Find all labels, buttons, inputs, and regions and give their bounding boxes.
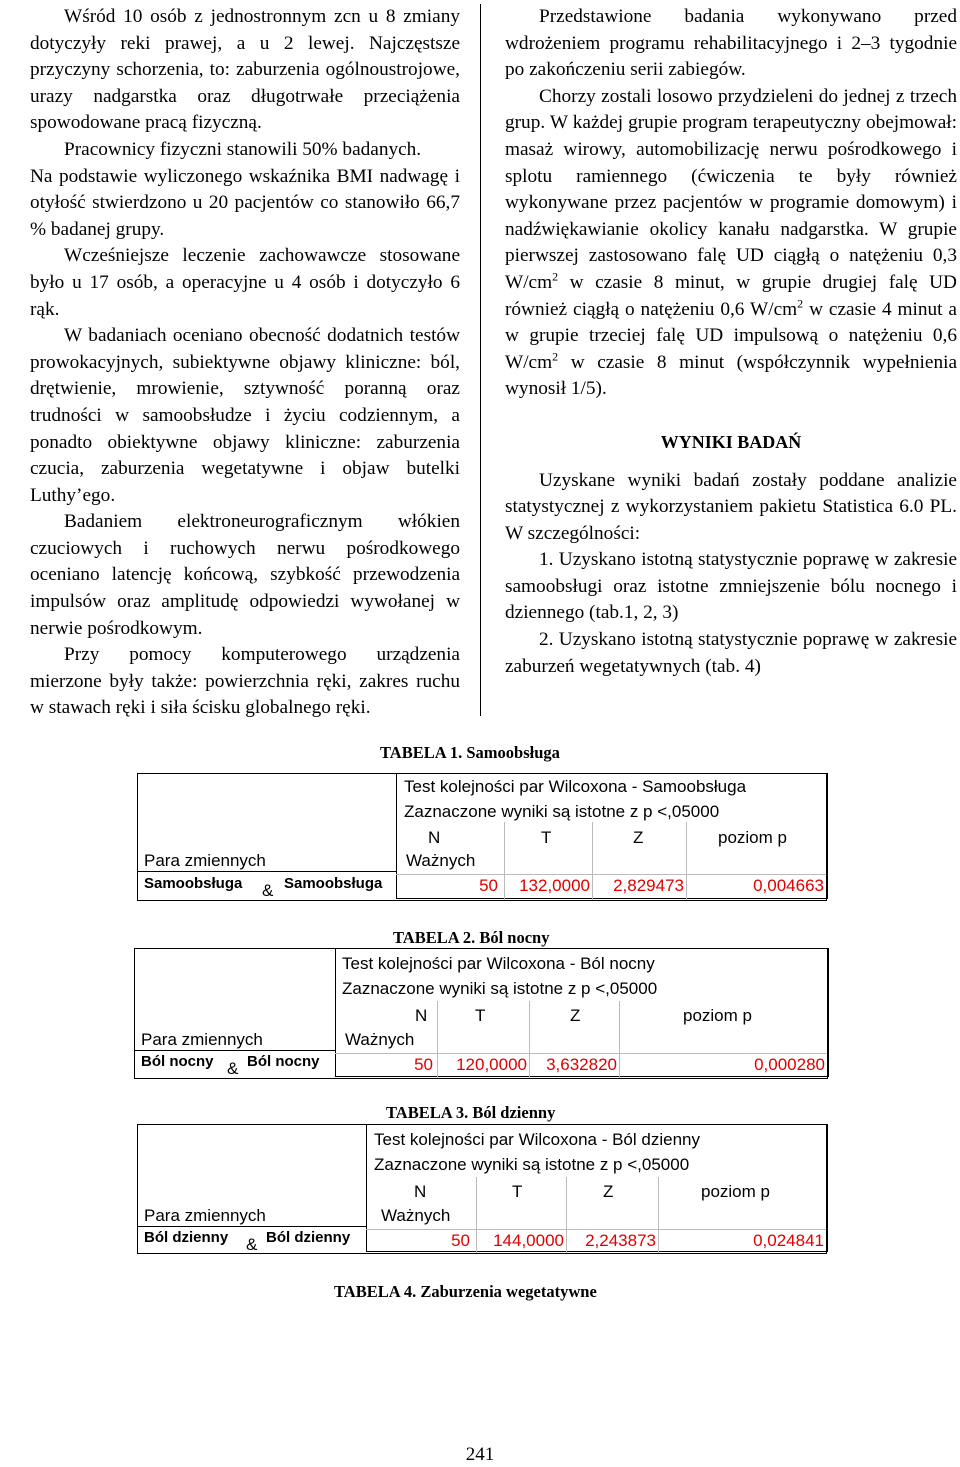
table-title: TABELA 3. Ból dzienny	[386, 1103, 556, 1122]
table-row	[135, 1050, 336, 1077]
paragraph: Wcześniejsze leczenie zachowawcze stosowane było u 17 osób, a operacyjne u 4 osób i dotyczyło 6 rąk.	[30, 245, 460, 320]
variable-2: Samoobsługa	[284, 875, 383, 892]
pair-label: Para zmiennych	[141, 1030, 263, 1049]
col-header-p: poziom p	[683, 1006, 752, 1025]
value-t: 132,0000	[519, 876, 590, 895]
left-text-column	[30, 4, 460, 722]
superscript: 2	[797, 296, 804, 311]
value-z: 2,243873	[585, 1231, 656, 1250]
value-z: 2,829473	[613, 876, 684, 895]
variable-2: Ból nocny	[247, 1053, 320, 1070]
paragraph: W badaniach oceniano obecność dodatnich testów prowokacyjnych, subiektywne objawy kliniczne: ból, drętwienie, mrowienie, sztywność poranną oraz trudności w samoobsłudze i życiu codziennym, a ponadto obiektywne objawy kliniczne: zaburzenia czucia, zaburzenia wegetatywne i objaw butelki Luthy’ego.	[30, 325, 460, 506]
paragraph: Na podstawie wyliczonego wskaźnika BMI nadwagę i otyłość stwierdzono u 20 pacjentów co stanowiło 66,7 % badanej grupy.	[30, 165, 460, 240]
paragraph: Pracownicy fizyczni stanowili 50% badanych.	[64, 138, 422, 160]
col-header-t: T	[512, 1182, 523, 1201]
table-header-line: Zaznaczone wyniki są istotne z p <,05000	[404, 802, 720, 821]
paragraph: Przy pomocy komputerowego urządzenia mierzone były także: powierzchnia ręki, zakres ruchu w stawach ręki i siła ścisku globalnego ręki.	[30, 644, 460, 719]
col-header-p: poziom p	[718, 828, 787, 847]
variable-1: Ból dzienny	[144, 1229, 229, 1246]
ampersand: &	[262, 881, 274, 900]
column-divider	[480, 4, 481, 716]
right-text-column	[505, 4, 957, 680]
page-number: 241	[465, 1444, 495, 1465]
table-header-line: Test kolejności par Wilcoxona - Samoobsługa	[404, 777, 747, 796]
stats-table	[134, 948, 828, 1079]
col-header-p: poziom p	[701, 1182, 770, 1201]
table-title: TABELA 2. Ból nocny	[393, 928, 550, 947]
section-heading: WYNIKI BADAŃ	[660, 431, 802, 452]
text-run: Chorzy zostali losowo przydzieleni do jednej z trzech grup. W każdej grupie program terapeutyczny obejmował: masaż wirowy, automobilizację nerwu pośrodkowego i splotu ramiennego (ćwiczenia te były również wykonywane przez pacjentów w programie domowym) i nadźwiękawianie okolicy kanału nadgarstka. W grupie pierwszej zastosowano falę UD ciągłą o natężeniu 0,3 W/cm	[505, 85, 957, 293]
col-header-n: N	[415, 1006, 428, 1025]
value-z: 3,632820	[546, 1055, 617, 1074]
table-title: TABELA 1. Samoobsługa	[380, 743, 560, 762]
text-run: w czasie 8 minut (współczynnik wypełnienia wynosił 1/5).	[505, 351, 957, 400]
table-row	[138, 1226, 367, 1252]
row-divider	[335, 1053, 827, 1054]
table-header-line: Test kolejności par Wilcoxona - Ból nocny	[342, 954, 655, 973]
paragraph-methods	[505, 84, 957, 403]
value-p: 0,004663	[753, 876, 824, 895]
paragraph: 2. Uzyskano istotną statystycznie poprawę w zakresie zaburzeń wegetatywnych (tab. 4)	[505, 629, 957, 677]
col-header-z: Z	[570, 1006, 581, 1025]
table-header-line: Zaznaczone wyniki są istotne z p <,05000	[374, 1155, 690, 1174]
col-header-t: T	[475, 1006, 486, 1025]
table-row	[138, 871, 397, 899]
variable-1: Samoobsługa	[144, 875, 243, 892]
col-header-n-sub: Ważnych	[381, 1206, 451, 1225]
paragraph: Przedstawione badania wykonywano przed wdrożeniem programu rehabilitacyjnego i 2–3 tygodnie po zakończeniu serii zabiegów.	[505, 6, 957, 81]
stats-table	[137, 773, 827, 901]
value-n: 50	[479, 876, 498, 895]
table-header-line: Test kolejności par Wilcoxona - Ból dzienny	[374, 1130, 700, 1149]
pair-label: Para zmiennych	[144, 1206, 266, 1225]
col-header-z: Z	[633, 828, 644, 847]
stats-table	[137, 1124, 827, 1254]
col-header-n-sub: Ważnych	[406, 851, 476, 870]
row-divider	[366, 1229, 826, 1230]
superscript: 2	[552, 269, 559, 284]
text-run: w czasie 4 minut a w grupie trzeciej falę UD impulsową o natężeniu 0,6 W/cm	[505, 298, 957, 373]
text-run: w czasie 8 minut, w grupie drugiej falę UD również ciągłą o natężeniu 0,6 W/cm	[505, 271, 957, 320]
col-header-n-sub: Ważnych	[345, 1030, 415, 1049]
ampersand: &	[227, 1059, 239, 1078]
paragraph: Wśród 10 osób z jednostronnym zcn u 8 zmiany dotyczyły reki prawej, a u 2 lewej. Najczęstsze przyczyny schorzenia, to: zaburzenia ogólnoustrojowe, urazy nadgarstka oraz długotrwałe przeciążenia spowodowane pracą fizyczną.	[30, 6, 460, 134]
col-header-z: Z	[603, 1182, 614, 1201]
col-header-n: N	[428, 828, 441, 847]
variable-2: Ból dzienny	[266, 1229, 351, 1246]
superscript: 2	[552, 349, 559, 364]
value-p: 0,024841	[753, 1231, 824, 1250]
pair-label: Para zmiennych	[144, 851, 266, 870]
paragraph: 1. Uzyskano istotną statystycznie poprawę w zakresie samoobsługi oraz istotne zmniejszenie bólu nocnego i dziennego (tab.1, 2, 3)	[505, 549, 957, 624]
ampersand: &	[246, 1235, 258, 1254]
value-t: 144,0000	[493, 1231, 564, 1250]
col-header-t: T	[541, 828, 552, 847]
paragraph: Uzyskane wyniki badań zostały poddane analizie statystycznej z wykorzystaniem pakietu Statistica 6.0 PL. W szczególności:	[505, 469, 957, 544]
row-divider	[396, 874, 826, 875]
table-title: TABELA 4. Zaburzenia wegetatywne	[334, 1282, 597, 1301]
col-header-n: N	[414, 1182, 427, 1201]
paragraph: Badaniem elektroneurograficznym włókien czuciowych i ruchowych nerwu pośrodkowego oceniano latencję końcową, szybkość przewodzenia impulsów oraz amplitudę odpowiedzi wywołanej w nerwie pośrodkowym.	[30, 511, 460, 639]
variable-1: Ból nocny	[141, 1053, 214, 1070]
table-header-line: Zaznaczone wyniki są istotne z p <,05000	[342, 979, 658, 998]
value-n: 50	[414, 1055, 433, 1074]
value-p: 0,000280	[754, 1055, 825, 1074]
value-n: 50	[451, 1231, 470, 1250]
value-t: 120,0000	[456, 1055, 527, 1074]
